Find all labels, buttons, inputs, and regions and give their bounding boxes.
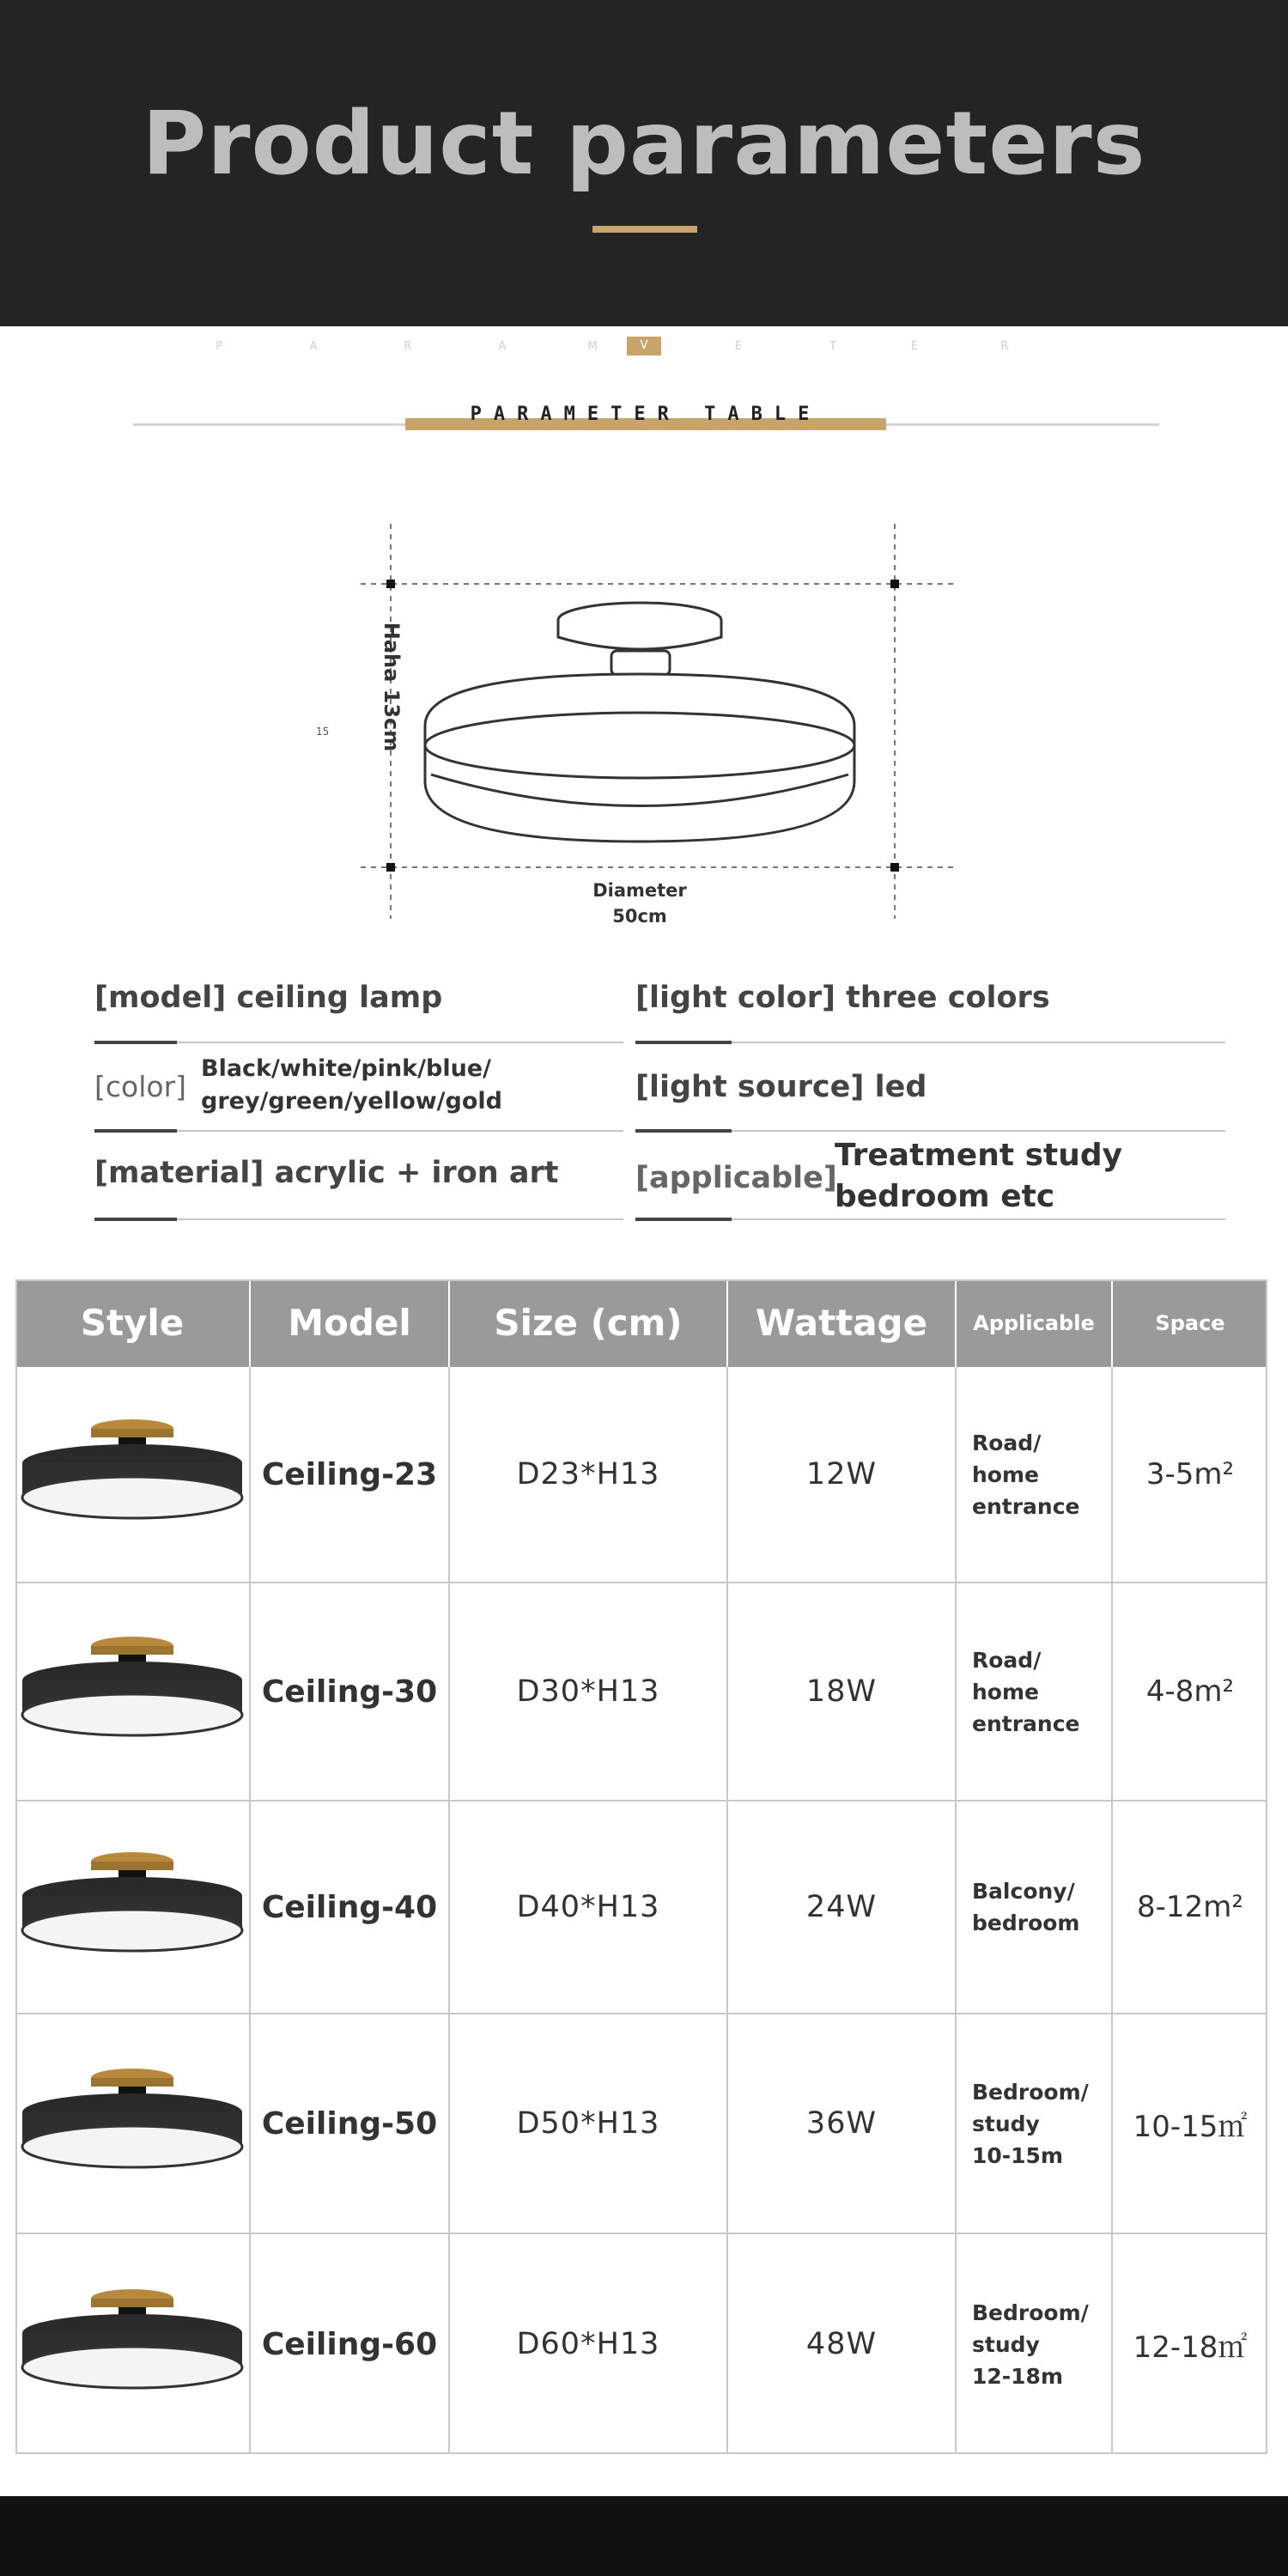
- diameter-title: Diameter: [592, 880, 687, 901]
- parameter-letter: E: [910, 340, 919, 353]
- applicable-cell: Road/ home entrance: [957, 1367, 1113, 1582]
- lamp-style-cell: [15, 2234, 251, 2454]
- parameter-letter: R: [404, 340, 412, 353]
- applicable-cell: Road/ home entrance: [957, 1583, 1113, 1800]
- spec-color-value: [201, 1053, 502, 1118]
- size-cell: D30*H13: [450, 1583, 728, 1800]
- spec-rule-accent: [94, 1041, 177, 1044]
- spec-light-source: [light source] led: [635, 1070, 927, 1104]
- spec-rule-accent: [94, 1129, 177, 1133]
- spec-applicable-key: [applicable]: [635, 1161, 837, 1195]
- parameter-letter: R: [1000, 340, 1009, 353]
- space-cell: 8-12m²: [1137, 1890, 1243, 1924]
- spec-rule-accent: [94, 1218, 177, 1221]
- spec-model: [model] ceiling lamp: [94, 981, 443, 1015]
- model-cell: Ceiling-60: [251, 2234, 450, 2454]
- size-cell: D40*H13: [450, 1801, 728, 2013]
- parameter-letter: A: [498, 340, 507, 353]
- spec-rule-accent: [635, 1041, 732, 1044]
- column-header-wattage: Wattage: [728, 1279, 957, 1367]
- parameter-letter-active: V: [627, 337, 661, 355]
- column-header-space: Space: [1155, 1311, 1225, 1335]
- spec-color-key: [color]: [94, 1070, 187, 1103]
- parameter-letter: E: [734, 340, 743, 353]
- ceiling-lamp-icon: [21, 2059, 244, 2188]
- size-cell: D50*H13: [450, 2014, 728, 2233]
- spec-material: [material] acrylic + iron art: [94, 1156, 559, 1190]
- column-header-model: Model: [251, 1279, 450, 1367]
- applicable-cell: Bedroom/ study 12-18m: [957, 2234, 1113, 2454]
- space-cell: 10-15㎡: [1133, 2109, 1248, 2144]
- lamp-style-cell: [15, 2014, 251, 2233]
- spec-rule: [732, 1218, 1225, 1220]
- lamp-outline-icon: [425, 603, 854, 841]
- table-row: [15, 2234, 1267, 2454]
- spec-rule: [732, 1042, 1225, 1043]
- footer-bar: [0, 2496, 1288, 2576]
- title-underline: [592, 226, 697, 233]
- spec-applicable-value: [835, 1135, 1122, 1218]
- ceiling-lamp-icon: [21, 2280, 244, 2409]
- lamp-style-cell: [15, 1801, 251, 2013]
- model-cell: Ceiling-40: [251, 1801, 450, 2013]
- space-cell: 4-8m²: [1145, 1674, 1235, 1709]
- product-table: [15, 1279, 1267, 2454]
- column-header-size: Size (cm): [450, 1279, 728, 1367]
- spec-rule: [177, 1130, 623, 1132]
- parameter-letter-row: [0, 337, 1288, 357]
- parameter-letter: A: [309, 340, 318, 353]
- applicable-cell: Balcony/ bedroom: [957, 1801, 1113, 2013]
- model-cell: Ceiling-50: [251, 2014, 450, 2233]
- size-cell: D23*H13: [450, 1367, 728, 1582]
- parameter-letter: T: [829, 340, 836, 353]
- lamp-dimension-diagram: [309, 524, 979, 936]
- table-row: [15, 2014, 1267, 2234]
- column-header-style: Style: [15, 1279, 251, 1367]
- wattage-cell: 18W: [728, 1583, 957, 1800]
- parameter-table-label: PARAMETER TABLE: [470, 404, 822, 425]
- wattage-cell: 24W: [728, 1801, 957, 2013]
- size-cell: D60*H13: [450, 2234, 728, 2454]
- spec-applicable-line: Treatment study: [835, 1138, 1123, 1173]
- table-row: [15, 1367, 1267, 1583]
- wattage-cell: 48W: [728, 2234, 957, 2454]
- ceiling-lamp-icon: [21, 1843, 244, 1971]
- model-cell: Ceiling-30: [251, 1583, 450, 1800]
- space-cell: 3-5m²: [1145, 1457, 1235, 1492]
- wattage-cell: 36W: [728, 2014, 957, 2233]
- ceiling-lamp-icon: [21, 1410, 244, 1539]
- spec-light-color: [light color] three colors: [635, 981, 1050, 1015]
- diameter-value: 50cm: [612, 906, 667, 927]
- spec-rule-accent: [635, 1218, 732, 1221]
- diameter-label: [532, 878, 747, 929]
- ceiling-lamp-icon: [21, 1627, 244, 1756]
- table-row: [15, 1801, 1267, 2014]
- page-title: Product parameters: [142, 93, 1146, 195]
- spec-color-value-line: grey/green/yellow/gold: [201, 1088, 502, 1115]
- lamp-style-cell: [15, 1583, 251, 1800]
- parameter-letter: M: [587, 340, 598, 353]
- height-dimension-label: Haha 13cm: [380, 622, 404, 752]
- column-header-applicable: Applicable: [957, 1279, 1113, 1367]
- model-cell: Ceiling-23: [251, 1367, 450, 1582]
- applicable-cell: Bedroom/ study 10-15m: [957, 2014, 1113, 2233]
- table-row: [15, 1583, 1267, 1801]
- spec-rule-accent: [635, 1129, 732, 1133]
- height-small-label: 15: [316, 726, 330, 738]
- header-banner: [0, 0, 1288, 326]
- wattage-cell: 12W: [728, 1367, 957, 1582]
- spec-applicable-line: bedroom etc: [835, 1179, 1055, 1214]
- spec-color-value-line: Black/white/pink/blue/: [201, 1055, 491, 1082]
- spec-rule: [732, 1130, 1225, 1132]
- parameter-letter: P: [216, 340, 222, 353]
- space-cell: 12-18㎡: [1133, 2330, 1248, 2365]
- lamp-style-cell: [15, 1367, 251, 1582]
- spec-rule: [177, 1218, 623, 1220]
- spec-rule: [177, 1042, 623, 1043]
- table-header: [15, 1279, 1267, 1367]
